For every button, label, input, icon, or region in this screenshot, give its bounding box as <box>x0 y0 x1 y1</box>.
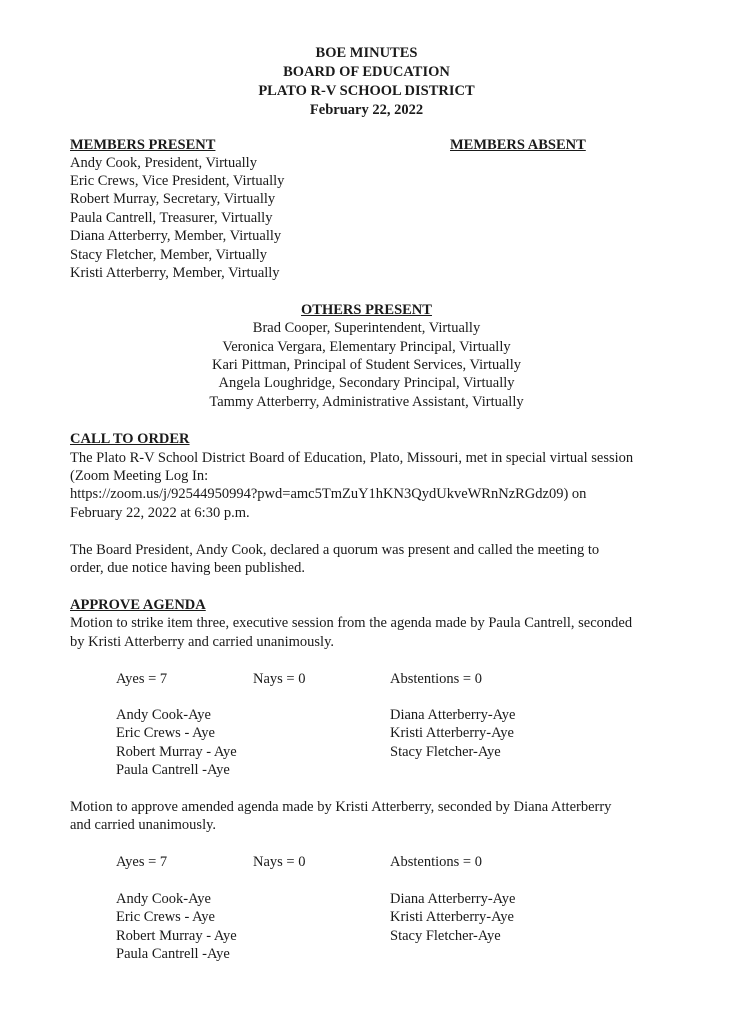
vote-entry: Robert Murray - Aye <box>116 928 237 944</box>
member-present: Robert Murray, Secretary, Virtually <box>70 191 276 207</box>
other-present: Veronica Vergara, Elementary Principal, Virtually <box>222 339 511 355</box>
member-present: Kristi Atterberry, Member, Virtually <box>70 265 280 281</box>
vote-entry: Paula Cantrell -Aye <box>116 946 230 962</box>
member-present: Paula Cantrell, Treasurer, Virtually <box>70 210 273 226</box>
doc-subtitle-district: PLATO R-V SCHOOL DISTRICT <box>258 83 475 99</box>
vote-entry: Stacy Fletcher-Aye <box>390 744 501 760</box>
member-present: Stacy Fletcher, Member, Virtually <box>70 247 268 263</box>
vote-ayes: Ayes = 7 <box>116 671 168 687</box>
vote-entry: Andy Cook-Aye <box>116 707 211 723</box>
vote-abstentions: Abstentions = 0 <box>390 854 482 870</box>
vote-entry: Robert Murray - Aye <box>116 744 237 760</box>
vote-entry: Eric Crews - Aye <box>116 725 215 741</box>
approve-agenda-heading: APPROVE AGENDA <box>70 597 206 613</box>
call-to-order-text: (Zoom Meeting Log In: <box>70 468 209 484</box>
other-present: Brad Cooper, Superintendent, Virtually <box>252 320 481 336</box>
call-to-order-heading: CALL TO ORDER <box>70 431 190 447</box>
doc-title: BOE MINUTES <box>315 45 418 61</box>
call-to-order-text: The Plato R-V School District Board of Education, Plato, Missouri, met in special virtual session <box>70 450 634 466</box>
vote-entry: Andy Cook-Aye <box>116 891 211 907</box>
vote-entry: Diana Atterberry-Aye <box>390 891 516 907</box>
member-present: Andy Cook, President, Virtually <box>70 155 257 171</box>
motion-text: Motion to strike item three, executive session from the agenda made by Paula Cantrell, seconded <box>70 615 633 631</box>
other-present: Kari Pittman, Principal of Student Services, Virtually <box>212 357 521 373</box>
doc-subtitle-board: BOARD OF EDUCATION <box>283 64 450 80</box>
member-present: Diana Atterberry, Member, Virtually <box>70 228 282 244</box>
vote-entry: Eric Crews - Aye <box>116 909 215 925</box>
call-to-order-text: February 22, 2022 at 6:30 p.m. <box>70 505 250 521</box>
vote-abstentions: Abstentions = 0 <box>390 671 482 687</box>
member-present: Eric Crews, Vice President, Virtually <box>70 173 285 189</box>
other-present: Tammy Atterberry, Administrative Assistant, Virtually <box>209 394 524 410</box>
vote-entry: Paula Cantrell -Aye <box>116 762 230 778</box>
meeting-date: February 22, 2022 <box>309 102 424 118</box>
motion-text: and carried unanimously. <box>70 817 217 833</box>
quorum-text: The Board President, Andy Cook, declared a quorum was present and called the meeting to <box>70 542 600 558</box>
members-absent-heading: MEMBERS ABSENT <box>450 137 586 153</box>
vote-entry: Diana Atterberry-Aye <box>390 707 516 723</box>
vote-entry: Kristi Atterberry-Aye <box>390 725 514 741</box>
vote-entry: Kristi Atterberry-Aye <box>390 909 514 925</box>
others-present-heading: OTHERS PRESENT <box>301 302 432 318</box>
motion-text: by Kristi Atterberry and carried unanimously. <box>70 634 335 650</box>
members-present-heading: MEMBERS PRESENT <box>70 137 216 153</box>
other-present: Angela Loughridge, Secondary Principal, Virtually <box>218 375 515 391</box>
zoom-meeting-link: https://zoom.us/j/92544950994?pwd=amc5TmZuY1hKN3QydUkveWRnNzRGdz09) on <box>70 486 587 502</box>
motion-text: Motion to approve amended agenda made by Kristi Atterberry, seconded by Diana Atterberry <box>70 799 612 815</box>
vote-ayes: Ayes = 7 <box>116 854 168 870</box>
vote-nays: Nays = 0 <box>253 854 306 870</box>
vote-nays: Nays = 0 <box>253 671 306 687</box>
quorum-text: order, due notice having been published. <box>70 560 305 576</box>
vote-entry: Stacy Fletcher-Aye <box>390 928 501 944</box>
